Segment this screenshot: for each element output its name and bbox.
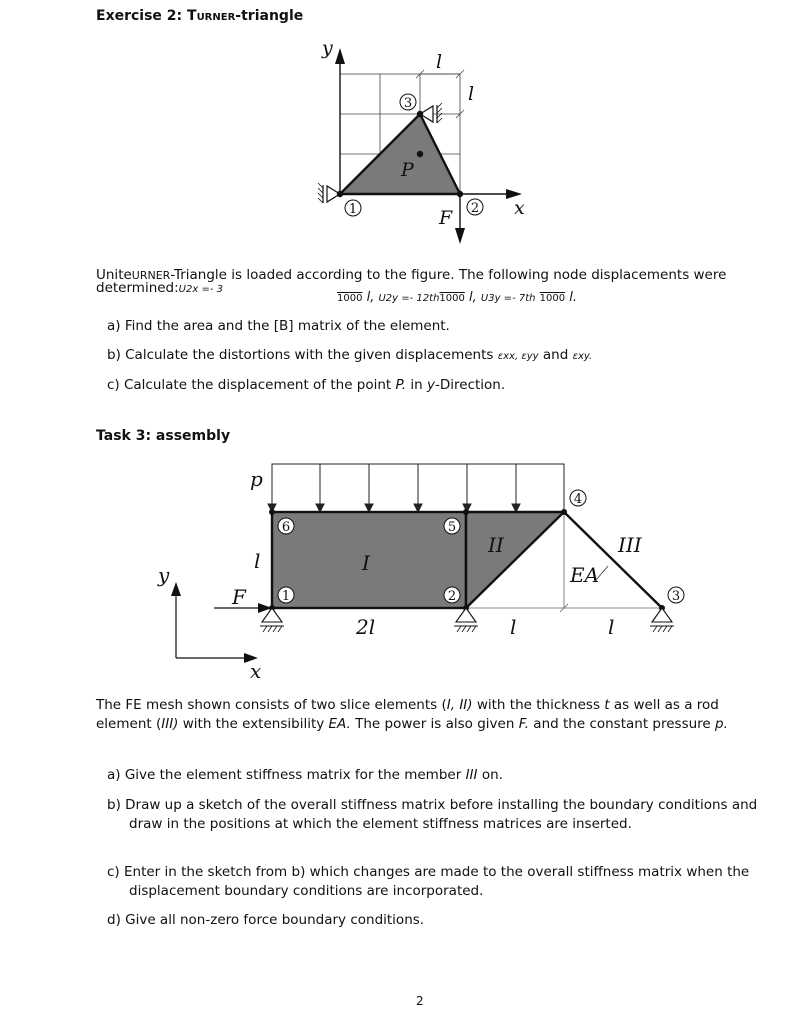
- displacement-values: 1000 l, U2y =- 12th1000 l, U3y =- 7th 1000 l.: [337, 290, 577, 305]
- turner-triangle-figure: [300, 34, 540, 250]
- task3-question-a: a) Give the element stiffness matrix for the member III on.: [107, 767, 503, 783]
- exercise2-heading: Exercise 2: Turner-triangle: [96, 8, 304, 24]
- dim-label-2l: 2l: [356, 615, 376, 639]
- node-label-4: 4: [573, 492, 583, 507]
- node-label-2: 2: [470, 201, 480, 216]
- node-label-3: 3: [403, 96, 413, 111]
- node-label-1: 1: [348, 202, 358, 217]
- axis-label-x: x: [514, 197, 525, 219]
- dim-label-l-2: l: [608, 615, 615, 639]
- task3-paragraph-line2: element (III) with the extensibility EA. The power is also given F. and the constant pressure p.: [96, 716, 728, 732]
- fe-mesh-figure: [150, 456, 690, 684]
- label-element-I: I: [362, 551, 370, 575]
- task3-heading: Task 3: assembly: [96, 428, 231, 444]
- element-II: [466, 512, 564, 608]
- page-number: 2: [416, 994, 424, 1008]
- task3-question-b-line2: draw in the positions at which the element stiffness matrices are inserted.: [129, 816, 632, 832]
- exercise2-question-c: c) Calculate the displacement of the point P. in y-Direction.: [107, 377, 506, 393]
- task3-paragraph-line1: The FE mesh shown consists of two slice elements (I, II) with the thickness t as well as a rod: [96, 697, 719, 713]
- node-1: [337, 191, 343, 197]
- task3-question-c-line1: c) Enter in the sketch from b) which changes are made to the overall stiffness matrix when the: [107, 864, 750, 880]
- y-axis-arrow: [335, 48, 345, 64]
- node-label-6: 6: [281, 520, 291, 535]
- label-element-II: II: [488, 533, 504, 557]
- label-l-left: l: [254, 549, 261, 573]
- exercise2-question-a: a) Find the area and the [B] matrix of the element.: [107, 318, 450, 334]
- node-label-5: 5: [447, 520, 457, 535]
- pressure-load: [268, 464, 564, 512]
- label-EA: EA: [570, 563, 600, 587]
- dim-label-top: l: [436, 51, 443, 73]
- axis-label-y: y: [322, 37, 333, 59]
- label-element-III: III: [618, 533, 642, 557]
- node-3: [417, 111, 423, 117]
- exercise2-intro-line1: UniteURNER-Triangle is loaded according to the figure. The following node displacements were: [96, 267, 727, 283]
- coord-label-y: y: [158, 563, 170, 587]
- exercise2-intro-line2: determined:U2x =- 3: [96, 280, 223, 296]
- node-label-1: 1: [281, 589, 291, 604]
- label-P: P: [401, 159, 414, 181]
- support-node1: [318, 183, 340, 203]
- rod-III: [564, 512, 662, 608]
- task3-question-c-line2: displacement boundary conditions are incorporated.: [129, 883, 484, 899]
- label-F: F: [232, 585, 246, 609]
- label-F: F: [439, 207, 453, 229]
- dim-label-l-1: l: [510, 615, 517, 639]
- task3-question-d: d) Give all non-zero force boundary conditions.: [107, 912, 425, 928]
- label-p: p: [250, 467, 263, 491]
- exercise2-question-b: b) Calculate the distortions with the given displacements εxx, εyy and εxy.: [107, 347, 593, 363]
- task3-question-b-line1: b) Draw up a sketch of the overall stiffness matrix before installing the boundary conditions and: [107, 797, 758, 813]
- node-label-3: 3: [671, 589, 681, 604]
- point-P: [417, 151, 423, 157]
- dim-label-right: l: [468, 83, 475, 105]
- force-F-arrow: [455, 228, 465, 244]
- node-label-2: 2: [447, 589, 457, 604]
- coord-label-x: x: [250, 659, 262, 683]
